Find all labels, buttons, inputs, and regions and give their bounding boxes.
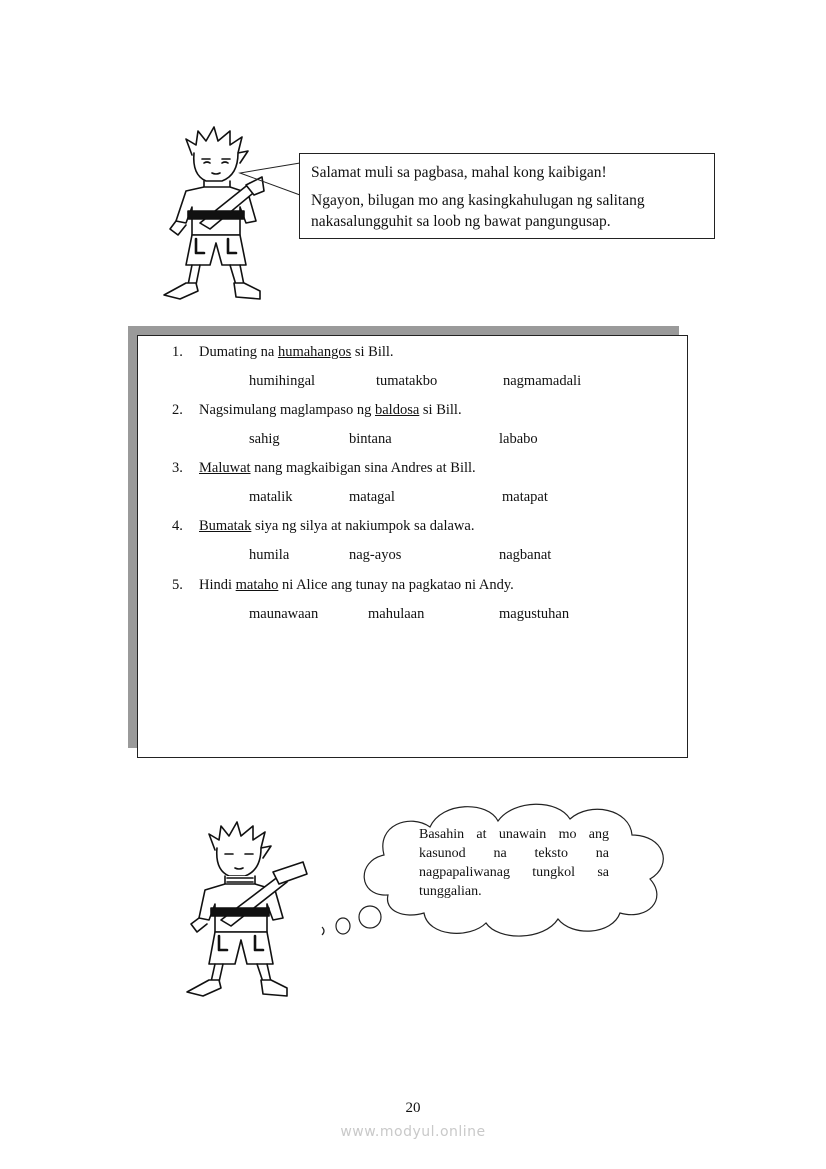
answer-choice[interactable]: magustuhan (499, 606, 570, 622)
answer-choice[interactable]: nagmamadali (503, 373, 582, 389)
thought-bubble-text: Basahin at unawain mo ang kasunod na teksto na nagpapaliwanag tungkol sa tunggalian. (419, 827, 609, 899)
answer-choice[interactable]: matalik (249, 489, 293, 505)
quiz-box (137, 335, 688, 758)
speech-bubble-pointer (238, 155, 302, 200)
question-stem: Bumatak siya ng silya at nakiumpok sa dalawa. (199, 518, 475, 534)
answer-choice[interactable]: matapat (502, 489, 548, 505)
answer-choice[interactable]: mahulaan (368, 606, 425, 622)
question-number: 3. (172, 460, 183, 476)
question-stem: Hindi mataho ni Alice ang tunay na pagkatao ni Andy. (199, 577, 514, 593)
answer-choice[interactable]: maunawaan (249, 606, 319, 622)
question-stem: Dumating na humahangos si Bill. (199, 344, 394, 360)
underlined-word: Maluwat (199, 460, 251, 476)
intro-line-1: Salamat muli sa pagbasa, mahal kong kaibigan! (311, 164, 607, 181)
question-stem: Maluwat nang magkaibigan sina Andres at Bill. (199, 460, 476, 476)
underlined-word: humahangos (277, 344, 352, 360)
answer-choice[interactable]: tumatakbo (376, 373, 438, 389)
intro-speech-bubble (299, 153, 715, 239)
answer-choice[interactable]: bintana (349, 431, 392, 447)
answer-choice[interactable]: lababo (499, 431, 538, 447)
underlined-word: baldosa (374, 402, 420, 418)
answer-choice[interactable]: nagbanat (499, 547, 552, 563)
underlined-word: Bumatak (199, 518, 252, 534)
answer-choice[interactable]: matagal (349, 489, 395, 505)
watermark: www.modyul.online (340, 1124, 486, 1140)
question-number: 4. (172, 518, 183, 534)
answer-choice[interactable]: humihingal (249, 373, 316, 389)
question-number: 2. (172, 402, 183, 418)
answer-choice[interactable]: sahig (249, 431, 280, 447)
answer-choice[interactable]: humila (249, 547, 290, 563)
boy-character-illustration-bottom (175, 820, 315, 1002)
question-number: 1. (172, 344, 183, 360)
question-stem: Nagsimulang maglampaso ng baldosa si Bill. (199, 402, 462, 418)
answer-choice[interactable]: nag-ayos (349, 547, 402, 563)
underlined-word: mataho (235, 577, 279, 593)
intro-line-2: Ngayon, bilugan mo ang kasingkahulugan ng salitang nakasalungguhit sa loob ng bawat pangungusap. (311, 192, 645, 230)
page-number: 20 (405, 1100, 421, 1116)
question-number: 5. (172, 577, 183, 593)
boy-character-illustration-top (150, 125, 295, 305)
